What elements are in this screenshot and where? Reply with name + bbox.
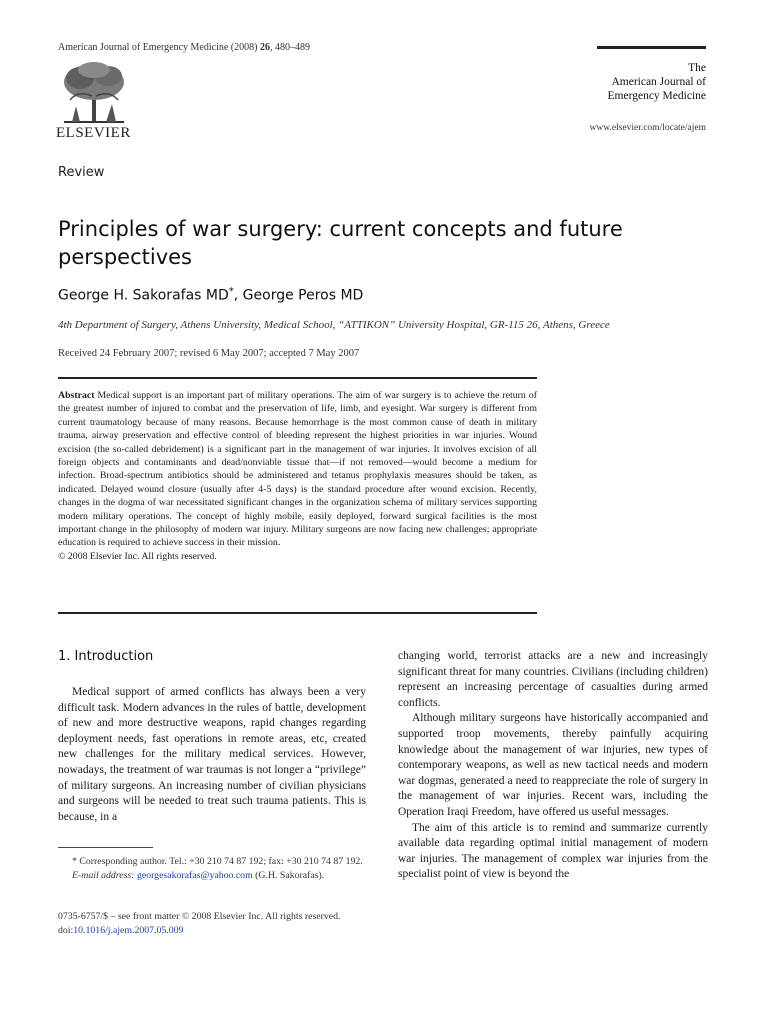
journal-name-line1: The (688, 62, 706, 74)
footnote-rule (58, 847, 153, 848)
journal-rule (597, 46, 706, 49)
publisher-wordmark: ELSEVIER (56, 125, 131, 141)
abstract-top-rule (58, 377, 537, 379)
affiliation: 4th Department of Surgery, Athens University, Medical School, “ATTIKON” University Hospital, GR-115 26, Athens, Greece (58, 319, 610, 331)
front-matter (58, 910, 341, 937)
citation-pages: , 480–489 (269, 42, 310, 53)
email-link[interactable]: georgesakorafas@yahoo.com (136, 870, 253, 881)
footnote (58, 855, 366, 883)
corresponding-author-mark[interactable]: * (228, 286, 234, 297)
abstract-copyright: © 2008 Elsevier Inc. All rights reserved. (58, 550, 217, 562)
elsevier-tree-logo-icon (58, 60, 130, 126)
abstract-label: Abstract (58, 390, 95, 401)
section-label: Review (58, 165, 105, 180)
doi-prefix: doi: (58, 924, 74, 936)
introduction-left-column (58, 685, 366, 825)
doi-link[interactable]: 10.1016/j.ajem.2007.05.009 (73, 924, 184, 936)
paragraph: Medical support of armed conflicts has always been a very difficult task. Modern advances in the rules of battle, development of new and more destructive weapons, rapid changes regarding deployment needs, fast operations in remote areas, etc, created new challenges for the military medical services. However, nowadays, the treatment of war traumas is not longer a “privilege” of military surgeons. An increasing number of civilian physicians and surgeons will be needed to treat such trauma patients. This is because, in a (58, 686, 366, 823)
issn-line: 0735-6757/$ – see front matter © 2008 Elsevier Inc. All rights reserved. (58, 911, 341, 922)
introduction-heading: 1. Introduction (58, 649, 154, 664)
introduction-right-column (398, 649, 708, 883)
abstract-body (58, 389, 537, 550)
paragraph: changing world, terrorist attacks are a new and increasingly significant threat for many countries. Civilians (including children) represent an increasing percentage of casualties during armed conflicts. (398, 650, 708, 709)
journal-url-link[interactable]: www.elsevier.com/locate/ajem (589, 123, 706, 133)
paragraph: Although military surgeons have historically accompanied and supported troop movements, thereby painfully acquiring knowledge about the management of war injuries, new types of contemporary weapons, as well as new tactical needs and modern war dogmas, generated a need to reappreciate the role of surgery in the management of war injuries. Recent wars, including the Operation Iraqi Freedom, have offered us useful messages. (398, 712, 708, 818)
abstract-bottom-rule (58, 612, 537, 614)
article-dates: Received 24 February 2007; revised 6 May 2007; accepted 7 May 2007 (58, 348, 360, 359)
abstract (58, 389, 537, 563)
journal-name-line2: American Journal of (611, 76, 706, 88)
citation-volume: 26 (259, 42, 270, 53)
author-1: George H. Sakorafas MD (58, 287, 229, 304)
journal-name (608, 61, 706, 103)
author-2: , George Peros MD (233, 287, 364, 304)
corresponding-author-note: * Corresponding author. Tel.: +30 210 74 87 192; fax: +30 210 74 87 192. (72, 856, 363, 867)
email-line (58, 869, 366, 883)
article-title: Principles of war surgery: current concepts and future perspectives (58, 217, 623, 269)
doi-line (58, 924, 341, 938)
abstract-text: Medical support is an important part of military operations. The aim of war surgery is to achieve the return of the greatest number of injured to combat and the preservation of life, limb, and eyesight. War surgery is different from current traumatology because of many reasons. Because hemorrhage is the most common cause of death in military trauma, airway preservation and effective control of bleeding represent the highest priorities in war injuries. Wound excision (the so-called debridement) is a significant part in the management of war injuries. It involves excision of all foreign objects and contaminants and dead/nonviable tissue that—if not removed—would become a medium for infection. Broad-spectrum antibiotics should be administered and tetanus prophylaxis measures should be taken, as indicated. Delayed wound closure (usually after 4-5 days) is the standard procedure after wound excision. Recently, changes in the dogma of war necessitated significant changes in the organization schema of military services supporting modern military operations. The concept of highly mobile, easily deployed, forward surgical facilities is the most important change in the philosophy of modern war injury. Military surgeons are now facing new challenges; appropriate education is required to achieve success in their mission. (58, 390, 537, 549)
paragraph: The aim of this article is to remind and summarize currently available data regarding optimal initial management of modern war injuries. The management of complex war injuries from the specialist point of view is beyond the (398, 821, 708, 881)
email-suffix: (G.H. Sakorafas). (252, 870, 325, 881)
journal-citation (58, 42, 310, 53)
journal-name-line3: Emergency Medicine (607, 90, 706, 102)
authors (58, 286, 363, 304)
citation-prefix: American Journal of Emergency Medicine (2008) (58, 42, 260, 53)
email-label: E-mail address: (72, 870, 135, 881)
